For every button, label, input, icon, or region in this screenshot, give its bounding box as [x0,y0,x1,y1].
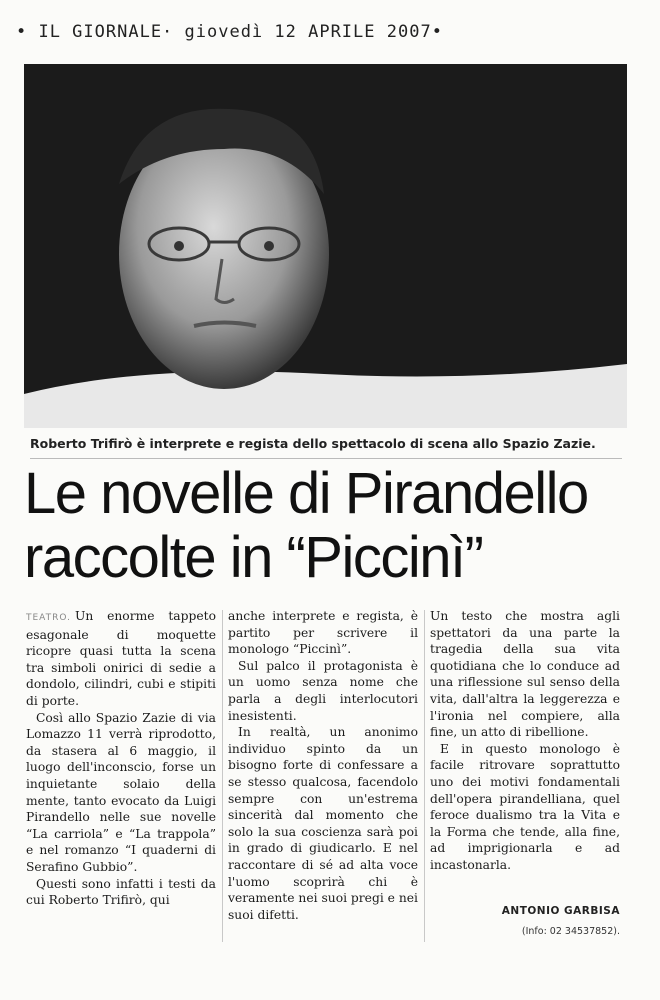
headline-line-2: raccolte in “Piccinì” [24,525,483,590]
paragraph [26,608,216,710]
headline-line-1: Le novelle di Pirandello [24,461,588,526]
paragraph: Un testo che mostra agli spettatori da una parte la tragedia della sua vita quotidiana che lo conduce ad una riflessione sul senso della vita, dall'altra la leggerezza e l'ironia nel compiere, alla fine, un atto di ribellione. [430,609,620,740]
info-phone: (Info: 02 34537852). [521,926,620,937]
section-kicker: TEATRO. [26,613,71,623]
paragraph: anche interprete e regista, è partito per scrivere il monologo “Piccinì”. [228,609,418,657]
paragraph: E in questo monologo è facile ritrovare soprattutto uno dei motivi fondamentali dell'opera pirandelliana, quel feroce dualismo tra la Vita e la Forma che tende, alla fine, ad imprigionarla e ad incastonarla. [430,741,620,872]
author-byline: ANTONIO GARBISA [501,905,620,917]
article-column-1 [26,608,216,909]
paragraph: In realtà, un anonimo individuo spinto da un bisogno forte di confessare a se stesso qualcosa, facendolo sempre con un'estrema sincerità dal momento che solo la sua coscienza sarà poi in grado di giudicarlo. E nel raccontare di sé ad alta voce l'uomo scoprirà chi è veramente nei suoi pregi e nei suoi difetti. [228,725,418,922]
paragraph: Questi sono infatti i testi da cui Roberto Trifirò, qui [26,876,216,908]
paragraph-text: Un enorme tappeto esagonale di moquette ricopre quasi tutta la scena tra simboli onirici di sedie a dondolo, cilindri, cubi e stipiti di porte. [26,609,216,708]
headline [24,462,634,590]
caption-divider [30,458,622,459]
masthead-dateline: • IL GIORNALE· giovedì 12 APRILE 2007• [16,22,443,42]
column-divider [222,610,223,942]
paragraph: Sul palco il protagonista è un uomo senza nome che parla a degli interlocutori inesistenti. [228,658,418,723]
article-column-2 [228,608,418,923]
column-divider [424,610,425,942]
article-column-3 [430,608,620,874]
paragraph: Così allo Spazio Zazie di via Lomazzo 11 verrà riprodotto, da stasera al 6 maggio, il luogo dell'inconscio, forse un inquietante solaio della mente, tanto evocato da Luigi Pirandello nelle sue novelle “La carriola” e “La trappola” e nel romanzo “I quaderni di Serafino Gubbio”. [26,710,216,874]
portrait-photo [24,64,627,428]
photo-caption: Roberto Trifirò è interprete e regista dello spettacolo di scena allo Spazio Zazie. [30,436,596,451]
